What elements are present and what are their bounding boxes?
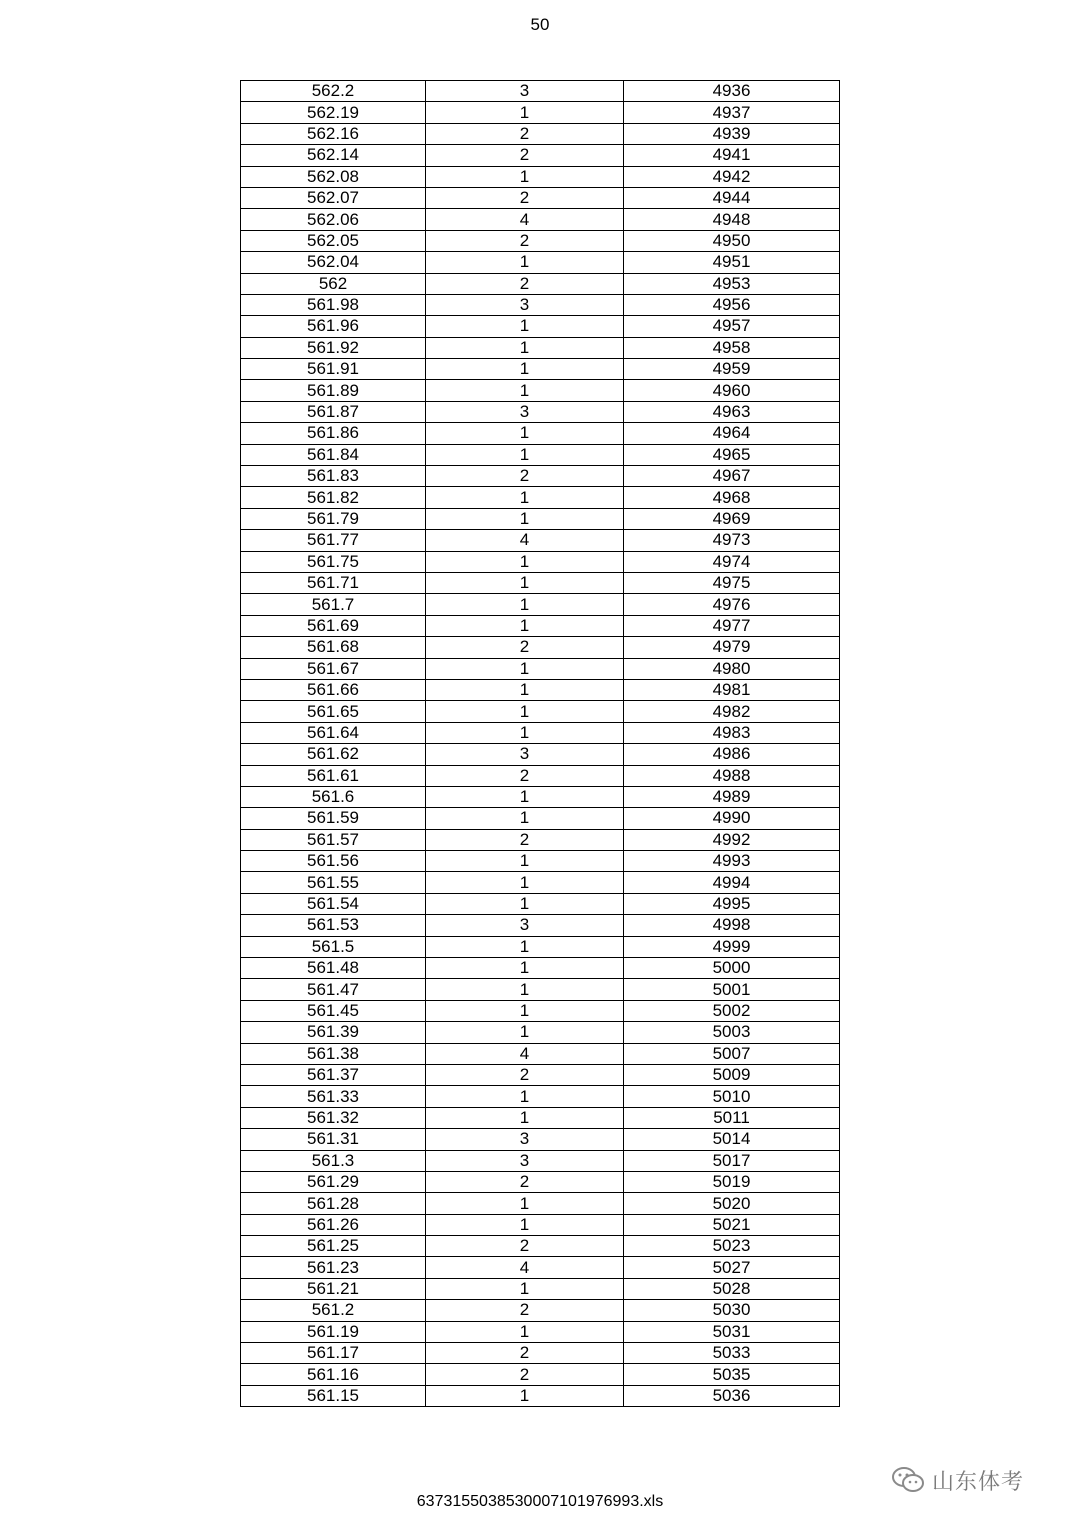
- table-cell: 561.82: [241, 487, 426, 508]
- table-cell: 562.07: [241, 187, 426, 208]
- table-cell: 5033: [624, 1343, 840, 1364]
- table-cell: 561.89: [241, 380, 426, 401]
- table-cell: 2: [426, 637, 624, 658]
- table-row: [241, 337, 840, 358]
- table-cell: 5027: [624, 1257, 840, 1278]
- table-row: [241, 401, 840, 422]
- table-cell: 4980: [624, 658, 840, 679]
- table-cell: 2: [426, 123, 624, 144]
- table-cell: 1: [426, 594, 624, 615]
- table-cell: 561.55: [241, 872, 426, 893]
- table-cell: 2: [426, 1171, 624, 1192]
- table-cell: 2: [426, 1343, 624, 1364]
- table-row: [241, 594, 840, 615]
- table-cell: 4944: [624, 187, 840, 208]
- table-cell: 562.06: [241, 209, 426, 230]
- table-row: [241, 1064, 840, 1085]
- table-cell: 1: [426, 679, 624, 700]
- table-row: [241, 487, 840, 508]
- table-row: [241, 679, 840, 700]
- table-row: [241, 81, 840, 102]
- table-cell: 561.37: [241, 1064, 426, 1085]
- table-cell: 1: [426, 1000, 624, 1021]
- table-row: [241, 187, 840, 208]
- table-row: [241, 102, 840, 123]
- table-cell: 561.61: [241, 765, 426, 786]
- table-cell: 561.59: [241, 808, 426, 829]
- table-cell: 5001: [624, 979, 840, 1000]
- table-row: [241, 915, 840, 936]
- table-cell: 1: [426, 808, 624, 829]
- table-cell: 2: [426, 230, 624, 251]
- table-cell: 561.3: [241, 1150, 426, 1171]
- table-cell: 4: [426, 1043, 624, 1064]
- table-cell: 561.79: [241, 508, 426, 529]
- table-cell: 4: [426, 1257, 624, 1278]
- table-cell: 4994: [624, 872, 840, 893]
- table-row: [241, 252, 840, 273]
- table-cell: 561.2: [241, 1300, 426, 1321]
- table-row: [241, 808, 840, 829]
- table-cell: 1: [426, 359, 624, 380]
- table-row: [241, 615, 840, 636]
- table-cell: 5010: [624, 1086, 840, 1107]
- table-cell: 3: [426, 294, 624, 315]
- table-cell: 1: [426, 423, 624, 444]
- table-cell: 4969: [624, 508, 840, 529]
- table-cell: 561.33: [241, 1086, 426, 1107]
- table-cell: 561.7: [241, 594, 426, 615]
- table-row: [241, 1150, 840, 1171]
- table-cell: 5011: [624, 1107, 840, 1128]
- table-cell: 561.6: [241, 786, 426, 807]
- table-cell: 2: [426, 1064, 624, 1085]
- table-row: [241, 637, 840, 658]
- table-cell: 4: [426, 530, 624, 551]
- table-row: [241, 1086, 840, 1107]
- table-cell: 2: [426, 145, 624, 166]
- table-cell: 4976: [624, 594, 840, 615]
- table-cell: 4975: [624, 572, 840, 593]
- table-cell: 561.39: [241, 1022, 426, 1043]
- table-cell: 4995: [624, 893, 840, 914]
- table-row: [241, 1364, 840, 1385]
- table-cell: 561.68: [241, 637, 426, 658]
- table-cell: 561.16: [241, 1364, 426, 1385]
- table-cell: 1: [426, 1107, 624, 1128]
- table-cell: 1: [426, 1086, 624, 1107]
- table-cell: 561.21: [241, 1278, 426, 1299]
- table-row: [241, 936, 840, 957]
- table-cell: 1: [426, 572, 624, 593]
- table-row: [241, 872, 840, 893]
- table-cell: 562.2: [241, 81, 426, 102]
- table-cell: 562.14: [241, 145, 426, 166]
- table-cell: 561.31: [241, 1129, 426, 1150]
- table-cell: 5014: [624, 1129, 840, 1150]
- table-cell: 4948: [624, 209, 840, 230]
- table-cell: 5023: [624, 1236, 840, 1257]
- table-cell: 1: [426, 1321, 624, 1342]
- table-cell: 4950: [624, 230, 840, 251]
- table-cell: 1: [426, 252, 624, 273]
- table-cell: 561.54: [241, 893, 426, 914]
- table-row: [241, 1129, 840, 1150]
- table-cell: 4: [426, 209, 624, 230]
- table-cell: 2: [426, 765, 624, 786]
- table-cell: 1: [426, 615, 624, 636]
- table-cell: 4958: [624, 337, 840, 358]
- table-row: [241, 1193, 840, 1214]
- table-cell: 4963: [624, 401, 840, 422]
- table-cell: 1: [426, 337, 624, 358]
- table-cell: 561.26: [241, 1214, 426, 1235]
- table-cell: 561.83: [241, 466, 426, 487]
- table-row: [241, 1000, 840, 1021]
- table-row: [241, 294, 840, 315]
- table-cell: 561.32: [241, 1107, 426, 1128]
- table-cell: 561.67: [241, 658, 426, 679]
- table-cell: 1: [426, 1385, 624, 1406]
- table-cell: 5035: [624, 1364, 840, 1385]
- table-cell: 3: [426, 915, 624, 936]
- table-cell: 4956: [624, 294, 840, 315]
- table-cell: 4974: [624, 551, 840, 572]
- table-row: [241, 1385, 840, 1406]
- table-cell: 1: [426, 658, 624, 679]
- table-cell: 4957: [624, 316, 840, 337]
- table-cell: 4977: [624, 615, 840, 636]
- table-row: [241, 851, 840, 872]
- table-cell: 1: [426, 1193, 624, 1214]
- table-row: [241, 1043, 840, 1064]
- table-cell: 4999: [624, 936, 840, 957]
- table-cell: 5000: [624, 958, 840, 979]
- table-row: [241, 1343, 840, 1364]
- wechat-icon: [890, 1465, 926, 1495]
- table-row: [241, 1171, 840, 1192]
- table-row: [241, 744, 840, 765]
- table-row: [241, 1278, 840, 1299]
- table-cell: 5003: [624, 1022, 840, 1043]
- table-cell: 562: [241, 273, 426, 294]
- table-row: [241, 209, 840, 230]
- table-row: [241, 979, 840, 1000]
- table-cell: 1: [426, 1214, 624, 1235]
- table-cell: 561.5: [241, 936, 426, 957]
- score-table: [240, 80, 840, 1407]
- table-cell: 561.17: [241, 1343, 426, 1364]
- table-cell: 4973: [624, 530, 840, 551]
- table-cell: 5007: [624, 1043, 840, 1064]
- table-cell: 2: [426, 1364, 624, 1385]
- table-cell: 4998: [624, 915, 840, 936]
- table-cell: 4951: [624, 252, 840, 273]
- table-cell: 4965: [624, 444, 840, 465]
- table-cell: 1: [426, 936, 624, 957]
- table-row: [241, 722, 840, 743]
- table-cell: 561.15: [241, 1385, 426, 1406]
- table-cell: 1: [426, 380, 624, 401]
- table-cell: 5019: [624, 1171, 840, 1192]
- table-row: [241, 273, 840, 294]
- table-cell: 1: [426, 551, 624, 572]
- table-cell: 1: [426, 508, 624, 529]
- table-cell: 561.92: [241, 337, 426, 358]
- table-row: [241, 423, 840, 444]
- table-row: [241, 145, 840, 166]
- table-row: [241, 765, 840, 786]
- table-row: [241, 1236, 840, 1257]
- table-row: [241, 958, 840, 979]
- table-cell: 4937: [624, 102, 840, 123]
- table-cell: 1: [426, 1022, 624, 1043]
- table-row: [241, 572, 840, 593]
- table-cell: 4983: [624, 722, 840, 743]
- table-row: [241, 316, 840, 337]
- table-row: [241, 1321, 840, 1342]
- table-cell: 4990: [624, 808, 840, 829]
- table-cell: 561.38: [241, 1043, 426, 1064]
- table-cell: 1: [426, 316, 624, 337]
- table-cell: 4964: [624, 423, 840, 444]
- table-row: [241, 1022, 840, 1043]
- table-cell: 5030: [624, 1300, 840, 1321]
- table-cell: 561.23: [241, 1257, 426, 1278]
- table-row: [241, 359, 840, 380]
- table-row: [241, 530, 840, 551]
- table-cell: 1: [426, 893, 624, 914]
- table-cell: 1: [426, 722, 624, 743]
- table-cell: 561.25: [241, 1236, 426, 1257]
- table-cell: 561.66: [241, 679, 426, 700]
- table-cell: 561.28: [241, 1193, 426, 1214]
- table-row: [241, 508, 840, 529]
- table-cell: 4988: [624, 765, 840, 786]
- table-cell: 562.16: [241, 123, 426, 144]
- table-row: [241, 701, 840, 722]
- table-row: [241, 166, 840, 187]
- table-row: [241, 230, 840, 251]
- table-row: [241, 786, 840, 807]
- table-cell: 561.71: [241, 572, 426, 593]
- table-cell: 561.77: [241, 530, 426, 551]
- table-cell: 1: [426, 872, 624, 893]
- table-cell: 561.57: [241, 829, 426, 850]
- table-cell: 562.19: [241, 102, 426, 123]
- table-cell: 561.86: [241, 423, 426, 444]
- table-cell: 1: [426, 444, 624, 465]
- table-row: [241, 1300, 840, 1321]
- table-cell: 561.47: [241, 979, 426, 1000]
- table-cell: 1: [426, 166, 624, 187]
- table-cell: 561.19: [241, 1321, 426, 1342]
- table-cell: 561.87: [241, 401, 426, 422]
- table-cell: 561.56: [241, 851, 426, 872]
- table-row: [241, 444, 840, 465]
- table-cell: 562.05: [241, 230, 426, 251]
- table-cell: 4942: [624, 166, 840, 187]
- table-row: [241, 123, 840, 144]
- table-cell: 4959: [624, 359, 840, 380]
- table-cell: 1: [426, 851, 624, 872]
- table-cell: 3: [426, 81, 624, 102]
- footer-filename: 637315503853000710197699​3.xls: [416, 1493, 664, 1510]
- table-cell: 5020: [624, 1193, 840, 1214]
- table-body: [241, 81, 840, 1407]
- table-cell: 561.91: [241, 359, 426, 380]
- page-number: 50: [530, 15, 550, 34]
- table-cell: 4982: [624, 701, 840, 722]
- table-cell: 4989: [624, 786, 840, 807]
- table-cell: 561.62: [241, 744, 426, 765]
- table-cell: 1: [426, 979, 624, 1000]
- table-cell: 4941: [624, 145, 840, 166]
- table-cell: 561.65: [241, 701, 426, 722]
- table-cell: 2: [426, 273, 624, 294]
- table-row: [241, 658, 840, 679]
- table-cell: 4979: [624, 637, 840, 658]
- table-row: [241, 466, 840, 487]
- table-cell: 561.45: [241, 1000, 426, 1021]
- table-cell: 3: [426, 1150, 624, 1171]
- table-cell: 4939: [624, 123, 840, 144]
- table-cell: 1: [426, 786, 624, 807]
- table-cell: 4992: [624, 829, 840, 850]
- table-cell: 561.96: [241, 316, 426, 337]
- table-cell: 562.08: [241, 166, 426, 187]
- table-cell: 4986: [624, 744, 840, 765]
- table-cell: 4960: [624, 380, 840, 401]
- table-row: [241, 829, 840, 850]
- table-row: [241, 1107, 840, 1128]
- table-cell: 2: [426, 829, 624, 850]
- table-cell: 562.04: [241, 252, 426, 273]
- table-cell: 561.53: [241, 915, 426, 936]
- table-cell: 561.69: [241, 615, 426, 636]
- table-cell: 561.29: [241, 1171, 426, 1192]
- table-cell: 5036: [624, 1385, 840, 1406]
- table-cell: 4953: [624, 273, 840, 294]
- table-cell: 4968: [624, 487, 840, 508]
- table-cell: 5021: [624, 1214, 840, 1235]
- table-row: [241, 551, 840, 572]
- table-row: [241, 1257, 840, 1278]
- table-cell: 4981: [624, 679, 840, 700]
- table-row: [241, 893, 840, 914]
- table-cell: 5009: [624, 1064, 840, 1085]
- table-cell: 2: [426, 187, 624, 208]
- table-row: [241, 380, 840, 401]
- table-cell: 4936: [624, 81, 840, 102]
- table-cell: 3: [426, 1129, 624, 1150]
- table-cell: 4993: [624, 851, 840, 872]
- table-cell: 3: [426, 401, 624, 422]
- table-cell: 1: [426, 958, 624, 979]
- watermark-text: 山东体考: [932, 1469, 1025, 1495]
- table-cell: 561.84: [241, 444, 426, 465]
- table-cell: 561.64: [241, 722, 426, 743]
- table-cell: 1: [426, 487, 624, 508]
- table-cell: 561.75: [241, 551, 426, 572]
- table-cell: 4967: [624, 466, 840, 487]
- table-cell: 3: [426, 744, 624, 765]
- table-row: [241, 1214, 840, 1235]
- table-cell: 1: [426, 102, 624, 123]
- table-cell: 5031: [624, 1321, 840, 1342]
- table-cell: 561.98: [241, 294, 426, 315]
- table-cell: 2: [426, 466, 624, 487]
- table-cell: 1: [426, 1278, 624, 1299]
- table-cell: 5028: [624, 1278, 840, 1299]
- table-cell: 2: [426, 1236, 624, 1257]
- table-cell: 2: [426, 1300, 624, 1321]
- table-cell: 5017: [624, 1150, 840, 1171]
- table-cell: 561.48: [241, 958, 426, 979]
- table-cell: 5002: [624, 1000, 840, 1021]
- table-cell: 1: [426, 701, 624, 722]
